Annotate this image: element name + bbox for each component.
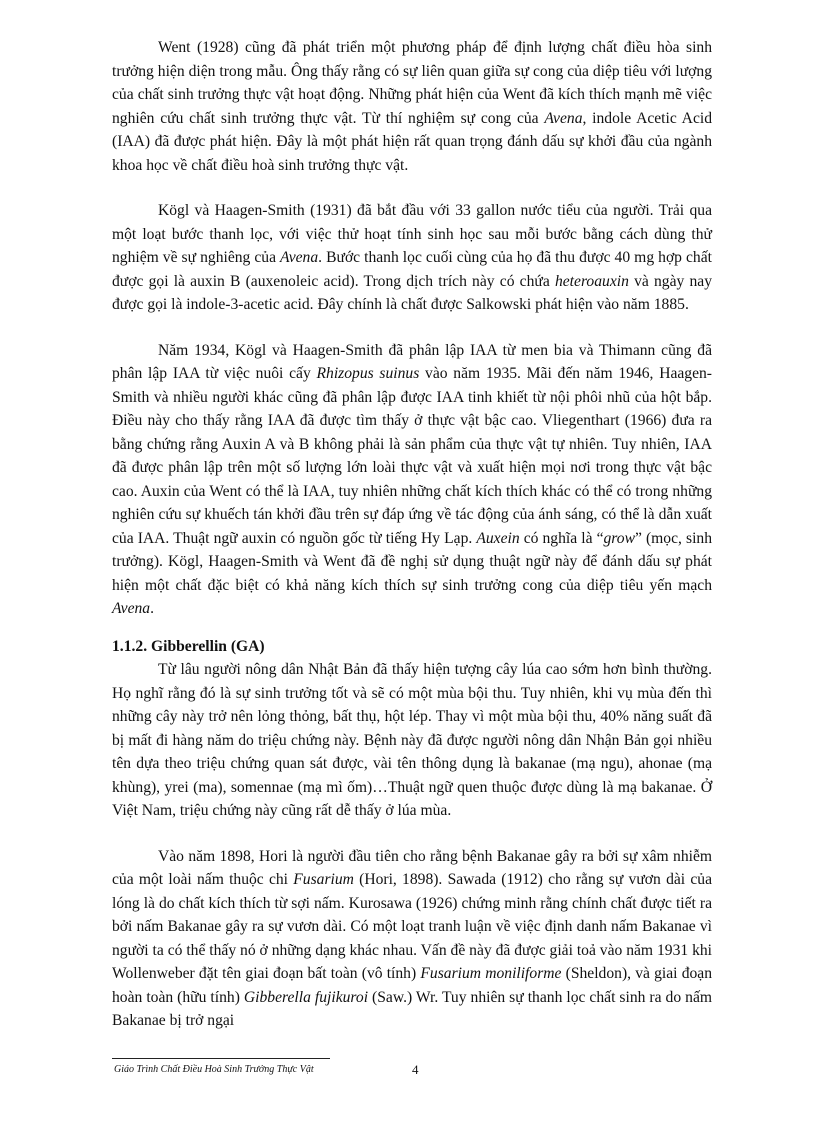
document-body [112,36,712,1033]
paragraph-bakanae-farmers: Từ lâu người nông dân Nhật Bản đã thấy hiện tượng cây lúa cao sớm hơn bình thường. Họ nghĩ rằng đó là sự sinh trưởng tốt và sẽ có một mùa bội thu. Tuy nhiên, khi vụ mùa đến thì những cây này trở nên lỏng thỏng, bất thụ, hột lép. Thay vì một mùa bội thu, 40% năng suất đã bị mất đi hàng năm do triệu chứng này. Bệnh này đã được người nông dân Nhận Bản gọi nhiều tên dựa theo triệu chứng quan sát được, vài tên thông dụng là bakanae (mạ ngu), ahonae (mạ khùng), yrei (ma), somennae (mạ mì ốm)…Thuật ngữ quen thuộc được dùng là mạ bakanae. Ở Việt Nam, triệu chứng này cũng rất dễ thấy ở lúa mùa. [112,661,712,819]
section-heading-gibberellin: 1.1.2. Gibberellin (GA) [112,637,265,655]
page-footer [112,1058,712,1088]
paragraph-kogl-1931: Kögl và Haagen-Smith (1931) đã bắt đầu với 33 gallon nước tiểu của người. Trải qua một loạt bước thanh lọc, với việc thử hoạt tính sinh học sau mỗi bước bằng cách dùng thử nghiệm về sự nghiêng của Avena. Bước thanh lọc cuối cùng của họ đã thu được 40 mg hợp chất được gọi là auxin B (auxenoleic acid). Trong dịch trích này có chứa heteroauxin và ngày nay được gọi là indole-3-acetic acid. Đây chính là chất được Salkowski phát hiện vào năm 1885. [112,202,712,313]
footer-divider [112,1058,330,1059]
paragraph-hori-1898: Vào năm 1898, Hori là người đầu tiên cho rằng bệnh Bakanae gây ra bởi sự xâm nhiễm của một loài nấm thuộc chi Fusarium (Hori, 1898). Sawada (1912) cho rằng sự vươn dài của lóng là do chất kích thích từ sợi nấm. Kurosawa (1926) chứng minh rằng chính chất được tiết ra bởi nấm Bakanae gây ra sự vươn dài. Có một loạt tranh luận về việc định danh nấm Bakanae vì người ta có thể thấy nó ở những dạng khác nhau. Vấn đề này đã được giải toả vào năm 1931 khi Wollenweber đặt tên giai đoạn bất toàn (vô tính) Fusarium moniliforme (Sheldon), và giai đoạn hoàn toàn (hữu tính) Gibberella fujikuroi (Saw.) Wr. Tuy nhiên sự thanh lọc chất sinh ra do nấm Bakanae bị trở ngại [112,847,713,1029]
paragraph-iaa-isolation: Năm 1934, Kögl và Haagen-Smith đã phân lập IAA từ men bia và Thimann cũng đã phân lập IAA từ việc nuôi cấy Rhizopus suinus vào năm 1935. Mãi đến năm 1946, Haagen-Smith và nhiều người khác cũng đã phân lập được IAA tinh khiết từ nội phôi nhũ của hột bắp. Điều này cho thấy rằng IAA đã được tìm thấy ở thực vật bậc cao. Vliegenthart (1966) đưa ra bằng chứng rằng Auxin A và B không phải là sản phẩm của thực vật tự nhiên. Tuy nhiên, IAA đã được phân lập trên một số lượng lớn loài thực vật và xuất hiện mọi nơi trong thực vật bậc cao. Auxin của Went có thể là IAA, tuy nhiên những chất kích thích khác có thể có trong những nghiên cứu sự khuếch tán khởi đầu trên sự đáp ứng về tác động của ánh sáng, có thể là dẫn xuất của IAA. Thuật ngữ auxin có nguồn gốc từ tiếng Hy Lạp. Auxein có nghĩa là “grow” (mọc, sinh trưởng). Kögl, Haagen-Smith và Went đã đề nghị sử dụng thuật ngữ này để đánh dấu sự phát hiện một chất đặc biệt có khả năng kích thích sự sinh trưởng cong của diệp tiêu yến mạch Avena. [112,341,712,617]
page-number: 4 [412,1062,419,1077]
paragraph-went: Went (1928) cũng đã phát triển một phương pháp để định lượng chất điều hòa sinh trưởng hiện diện trong mẫu. Ông thấy rằng có sự liên quan giữa sự cong của diệp tiêu với lượng của chất sinh trưởng thực vật hoạt động. Những phát hiện của Went đã kích thích mạnh mẽ việc nghiên cứu chất sinh trưởng thực vật. Từ thí nghiệm sự cong của Avena, indole Acetic Acid (IAA) đã được phát hiện. Đây là một phát hiện rất quan trọng đánh dấu sự khởi đầu của ngành khoa học về chất điều hoà sinh trưởng thực vật. [112,39,712,174]
footer-book-title: Giáo Trình Chất Điều Hoà Sinh Trưởng Thực Vật [114,1064,314,1075]
